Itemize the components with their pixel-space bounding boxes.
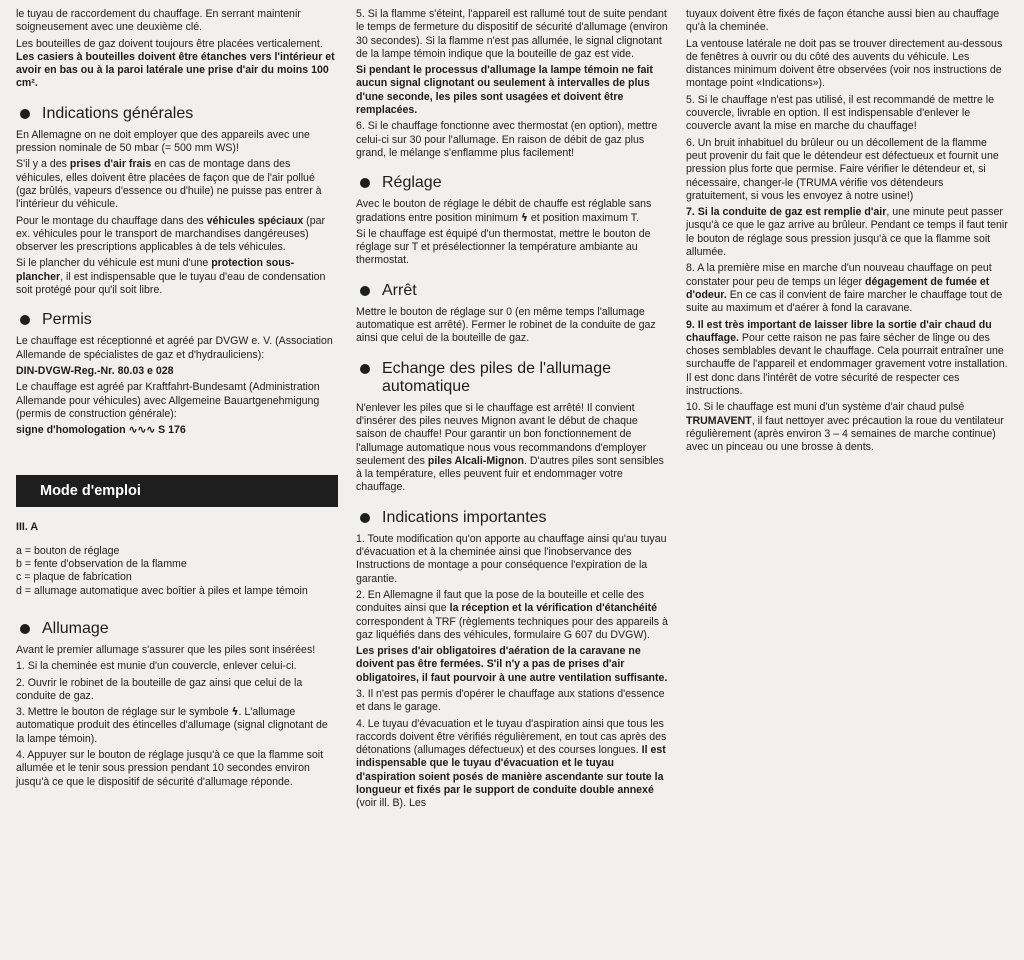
heading-echange-piles: Echange des piles de l'allumage automatique [356,360,668,396]
item-4: 4. Le tuyau d'évacuation et le tuyau d'aspiration ainsi que tous les raccords doivent être vérifiés régulièrement, en tout cas après des détonations (allumages défectueux) et des courses longues. Il est indispensable que le tuyau d'évacuation et le tuyau d'aspiration soient posés de manière ascendante sur toute la longueur et fixés par le support de conduite double annexé (voir ill. B). Les [356,717,667,810]
paragraph: N'enlever les piles que si le chauffage est arrêté! Il convient d'insérer des piles neuves Mignon avant le début de chaque saison de chauffe! Pour garantir un bon fonctionnement de l'allumage automatique nous vous recommandons d'employer seulement des piles Alcali-Mignon. D'autres piles sont sensibles à la température, elles peuvent fuir et endommager votre chauffage. [356,401,664,494]
ignition-symbol-icon: ϟ [231,706,239,719]
paragraph: Pour le montage du chauffage dans des véhicules spéciaux (par ex. véhicules pour le transport de marchandises dangéreuses) observer les prescriptions applicables à de tels véhicules. [16,214,326,254]
step-5: 5. Si la flamme s'éteint, l'appareil est rallumé tout de suite pendant le temps de fermeture du dispositif de sécurité d'allumage (environ 30 secondes). Si la flamme n'est pas allumée, le signal clignotant de la lampe témoin indique que la bouteille de gaz est vide. [356,8,668,60]
step-1: 1. Si la cheminée est munie d'un couvercle, enlever celui-ci. [16,660,297,673]
item-6: 6. Un bruit inhabituel du brûleur ou un décollement de la flamme peut provenir du fait que le détendeur est défectueux et fournit une pression plus forte que permise. Faire vérifier le détendeur et, si nécessaire, changer-le (TRUMA vérifie vos détendeurs gratuitement, si vous les envoyez à notre usine!) [686,136,999,202]
step-4: 4. Appuyer sur le bouton de réglage jusqu'à ce que la flamme soit allumée et le tenir sous pression pendant 10 secondes environ jusqu'à ce que le dispositif de sécurité d'allumage réponde. [16,748,324,788]
step-2: 2. Ouvrir le robinet de la bouteille de gaz ainsi que celui de la conduite de gaz. [16,676,303,702]
step-3: 3. Mettre le bouton de réglage sur le symbole ϟ. L'allumage automatique produit des étincelles d'allumage (signal clignotant de la lampe témoin). [16,706,328,745]
legend-item: c = plaque de fabrication [16,571,132,584]
legend-item: a = bouton de réglage [16,544,120,557]
paragraph: Si le plancher du véhicule est muni d'une protection sous-plancher, il est indispensable que le tuyau d'eau de condensation soit protégé pour qu'il soit libre. [16,257,326,297]
item-9: 9. Il est très important de laisser libre la sortie d'air chaud du chauffage. Pour cette raison ne pas faire sécher de linge ou des choses semblables devant le chauffage. Cela pourrait entraîner une surchauffe de l'appareil et endommager gravement votre installation. Il est donc dans l'intérêt de votre sécurité de respecter ces instructions. [686,318,1008,398]
paragraph: Si le chauffage est équipé d'un thermostat, mettre le bouton de réglage sur T et présélectionner la température ambiante au thermostat. [356,227,651,267]
bullet-icon [20,315,30,325]
item-5: 5. Si le chauffage n'est pas utilisé, il est recommandé de mettre le couvercle, livrable en option. Il est indispensable d'enlever le couvercle avant la mise en marche du chauffage! [686,93,995,133]
heading-arret: Arrêt [356,282,668,300]
column-left [16,8,338,792]
bullet-icon [20,624,30,634]
column-middle [356,8,668,814]
intro-paragraph-1: le tuyau de raccordement du chauffage. En serrant maintenir soigneusement avec une deuxième clé. [16,8,301,34]
paragraph: Le chauffage est agréé par Kraftfahrt-Bundesamt (Administration Allemande pour véhicules) avec Allgemeine Bauartgenehmigung (permis de construction générale): [16,381,320,420]
paragraph: En Allemagne on ne doit employer que des appareils avec une pression nominale de 50 mbar (= 500 mm WS)! [16,128,310,155]
bullet-icon [20,109,30,119]
intro-paragraph-2: Les bouteilles de gaz doivent toujours être placées verticalement. Les casiers à bouteilles doivent être étanches vers l'intérieur et avoir en bas ou à la paroi latérale une prise d'air du moins 100 cm². [16,37,335,90]
bullet-icon [360,286,370,296]
bullet-icon [360,364,370,374]
paragraph: Mettre le bouton de réglage sur 0 (en même temps l'allumage automatique est arrêté). Fermer le robinet de la conduite de gaz ainsi que celui de la bouteille de gaz. [356,305,656,345]
bullet-icon [360,513,370,523]
heading-indications-importantes: Indications importantes [356,509,668,527]
illustration-label: III. A [16,521,38,534]
legend-item: d = allumage automatique avec boîtier à piles et lampe témoin [16,584,308,597]
section-banner-mode-emploi: Mode d'emploi [16,475,338,507]
column-right [686,8,1008,458]
heading-indications-generales: Indications générales [16,105,338,123]
warning-paragraph: Si pendant le processus d'allumage la lampe témoin ne fait aucun signal clignotant ou seulement à intervalles de plus d'une seconde, les piles sont usagées et doivent être remplacées. [356,64,653,117]
warning-paragraph: Les prises d'air obligatoires d'aération de la caravane ne doivent pas être fermées. S'il n'y a pas de prises d'air obligatoires, il faut pourvoir à une autre ventilation suffisante. [356,645,668,684]
legend-list [16,545,338,598]
item-10: 10. Si le chauffage est muni d'un système d'air chaud pulsé TRUMAVENT, il faut nettoyer avec précaution la roue du ventilateur régulièrement (après environ 3 – 4 semaines de marche continue) avec un pinceau ou une brosse à dents. [686,401,1004,454]
step-6: 6. Si le chauffage fonctionne avec thermostat (en option), mettre celui-ci sur 30 pour l'allumage. En raison de débit de gaz plus grand, le mélange s'enflamme plus facilement! [356,120,658,159]
paragraph: Avec le bouton de réglage le débit de chauffe est réglable sans gradations entre position minimum ϟ et position maximum T. [356,198,652,224]
ignition-symbol-icon: ϟ [520,211,528,224]
item-8: 8. A la première mise en marche d'un nouveau chauffage on peut constater pour peu de temps un léger dégagement de fumée et d'odeur. En ce cas il convient de faire marcher le chauffage tout de suite au maximum et d'aérer à fond la caravane. [686,262,1003,315]
paragraph: La ventouse latérale ne doit pas se trouver directement au-dessous de fenêtres à ouvrir ou du côté des auvents du véhicule. Les distances minimum doivent être observées (voir nos instructions de montage point «Indications»). [686,37,1003,90]
paragraph: Le chauffage est réceptionné et agréé par DVGW e. V. (Association Allemande de spécialistes de gaz et d'hydrauliciens): [16,335,333,361]
legend-item: b = fente d'observation de la flamme [16,558,187,571]
bullet-icon [360,178,370,188]
homologation-sign: signe d'homologation ∿∿∿ S 176 [16,424,186,437]
heading-reglage: Réglage [356,174,668,192]
heading-permis: Permis [16,311,338,329]
heading-allumage: Allumage [16,620,338,638]
paragraph: Avant le premier allumage s'assurer que les piles sont insérées! [16,643,316,656]
item-2: 2. En Allemagne il faut que la pose de la bouteille et celle des conduites ainsi que la réception et la vérification d'étanchéité correspondent à TRF (règlements techniques pour des appareils à gaz liquéfiés dans des véhicules, formulaire G 607 du DVGW). [356,588,668,641]
item-1: 1. Toute modification qu'on apporte au chauffage ainsi qu'au tuyau d'évacuation et à la cheminée ainsi que l'inobservance des Instructions de montage a pour conséquence l'expiration de la garantie. [356,532,667,585]
item-3: 3. Il n'est pas permis d'opérer le chauffage aux stations d'essence et dans le garage. [356,687,665,714]
item-7: 7. Si la conduite de gaz est remplie d'air, une minute peut passer jusqu'à ce que le gaz arrive au brûleur. Pendant ce temps il faut tenir le bouton de réglage sous pression jusqu'à ce que la flamme soit allumée. [686,206,1008,259]
paragraph: S'il y a des prises d'air frais en cas de montage dans des véhicules, elles doivent être placées de façon que de l'air pollué (gaz brûlés, vapeurs d'essence ou d'huile) ne puisse pas entrer à l'intérieur du véhicule. [16,158,322,211]
paragraph: tuyaux doivent être fixés de façon étanche aussi bien au chauffage qu'à la cheminée. [686,8,1000,34]
registration-number: DIN-DVGW-Reg.-Nr. 80.03 e 028 [16,364,174,377]
